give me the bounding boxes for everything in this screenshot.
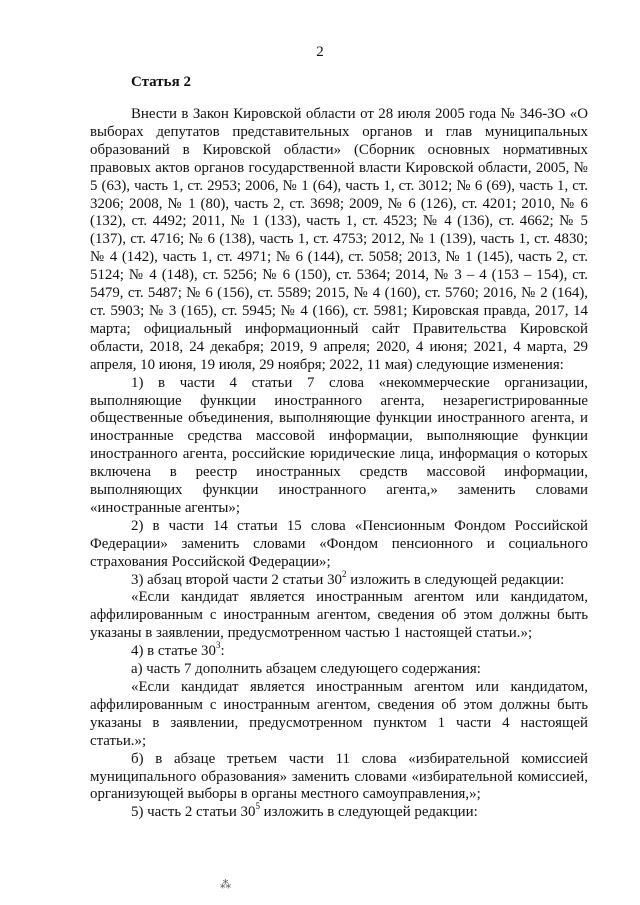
amendment-item-4 <box>90 640 588 661</box>
intro-paragraph: Внести в Закон Кировской области от 28 июля 2005 года № 346-ЗО «О выборах депутатов представительных органов и глав муниципальных образований в Кировской области» (Сборник основных нормативных правовых актов органов государственной власти Кировской области, 2005, № 5 (63), часть 1, ст. 2953; 2006, № 1 (64), часть 1, ст. 3012; № 6 (69), часть 1, ст. 3206; 2008, № 1 (80), часть 2, ст. 3698; 2009, № 6 (126), ст. 4201; 2010, № 6 (132), ст. 4492; 2011, № 1 (133), часть 1, ст. 4523; № 4 (136), ст. 4662; № 5 (137), ст. 4716; № 6 (138), часть 1, ст. 4753; 2012, № 1 (139), часть 1, ст. 4830; № 4 (142), часть 1, ст. 4971; № 6 (144), ст. 5058; 2013, № 1 (145), часть 2, ст. 5124; № 4 (148), ст. 5256; № 6 (150), ст. 5364; 2014, № 3 – 4 (153 – 154), ст. 5479, ст. 5487; № 6 (156), ст. 5589; 2015, № 4 (160), ст. 5760; 2016, № 2 (164), ст. 5903; № 3 (165), ст. 5945; № 4 (166), ст. 5981; Кировская правда, 2017, 14 марта; официальный информационный сайт Правительства Кировской области, 2018, 24 декабря; 2019, 9 апреля; 2020, 4 июня; 2021, 4 марта, 29 апреля, 10 июня, 19 июля, 29 ноября; 2022, 11 мая) следующие изменения: <box>90 106 588 373</box>
subitem-a: а) часть 7 дополнить абзацем следующего содержания: <box>131 661 481 678</box>
amendment-item-3-tail: изложить в следующей редакции: <box>346 571 565 588</box>
amendment-item-4-tail: : <box>220 643 225 660</box>
subitem-b: б) в абзаце третьем части 11 слова «избирательной комиссией муниципального образования» заменить словами «избирательной комиссией, организующей выборы в органы местного самоуправления,»; <box>90 750 588 803</box>
page-number: 2 <box>316 44 324 60</box>
superscript: 3 <box>215 640 221 651</box>
amendment-item-5-text: 5) часть 2 статьи 30 <box>131 804 256 821</box>
article-heading: Статья 2 <box>131 74 191 90</box>
document-body <box>90 106 588 822</box>
amendment-item-5-tail: изложить в следующей редакции: <box>259 804 478 821</box>
footer-mark: ⁂ <box>220 879 231 891</box>
quoted-text-2: «Если кандидат является иностранным агентом или кандидатом, аффилированным с иностранным агентом, сведения об этом должны быть указаны в заявлении, предусмотренном пунктом 1 части 4 настоящей статьи.»; <box>90 679 588 749</box>
amendment-item-2: 2) в части 14 статьи 15 слова «Пенсионным Фондом Российской Федерации» заменить словами «Фондом пенсионного и социального страхования Российской Федерации»; <box>90 517 588 570</box>
superscript: 5 <box>255 801 260 812</box>
amendment-item-3-text: 3) абзац второй части 2 статьи 30 <box>131 571 342 588</box>
amendment-item-5 <box>90 801 588 822</box>
amendment-item-1: 1) в части 4 статьи 7 слова «некоммерческие организации, выполняющие функции иностранного агента, незарегистрированные общественные объединения, выполняющие функции иностранного агента, и иностранные средства массовой информации, выполняющие функции иностранного агента, российские юридические лица, информация о которых включена в реестр иностранных средств массовой информации, выполняющих функции иностранного агента,» заменить словами «иностранные агенты»; <box>90 374 588 516</box>
superscript: 2 <box>341 568 347 579</box>
amendment-item-3 <box>90 568 588 590</box>
quoted-text-1: «Если кандидат является иностранным агентом или кандидатом, аффилированным с иностранным агентом, сведения об этом должны быть указаны в заявлении, предусмотренном частью 1 настоящей статьи.»; <box>90 589 588 642</box>
amendment-item-4-text: 4) в статье 30 <box>131 643 216 660</box>
